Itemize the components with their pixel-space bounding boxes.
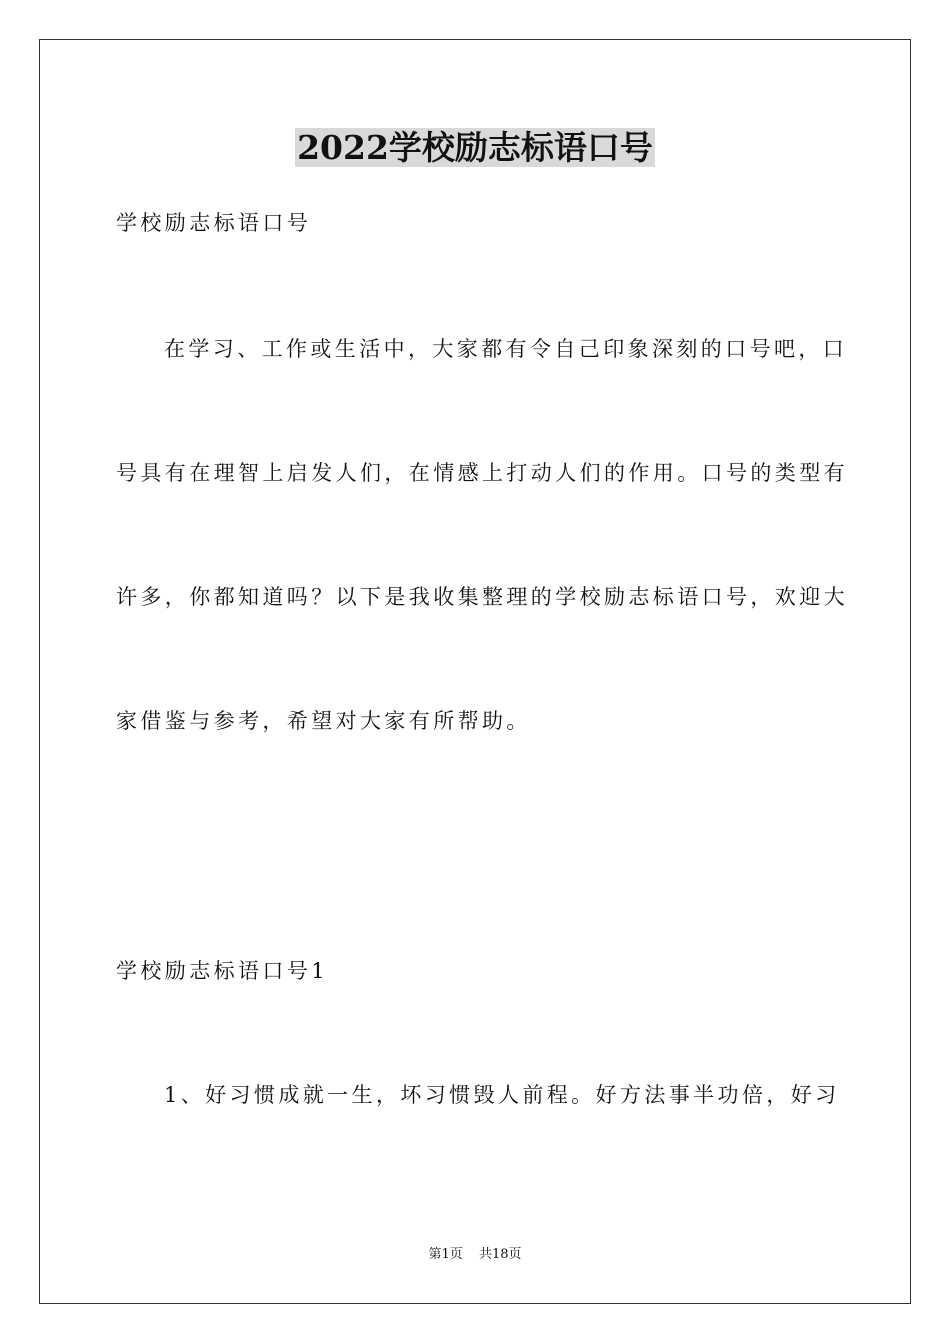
document-subtitle: 学校励志标语口号 [116, 211, 312, 235]
intro-line-2: 号具有在理智上启发人们，在情感上打动人们的作用。口号的类型有 [116, 461, 848, 485]
intro-line-1: 在学习、工作或生活中，大家都有令自己印象深刻的口号吧，口 [164, 337, 848, 361]
page-number: 第1页 [428, 1247, 463, 1262]
intro-line-3: 许多，你都知道吗？以下是我收集整理的学校励志标语口号，欢迎大 [116, 585, 848, 609]
document-title [0, 126, 950, 170]
intro-line-4: 家借鉴与参考，希望对大家有所帮助。 [116, 709, 531, 733]
section-heading: 学校励志标语口号1 [116, 959, 328, 983]
document-title-text: 2022学校励志标语口号 [297, 128, 653, 167]
page-footer [0, 1246, 950, 1264]
section-line-1: 1、好习惯成就一生，坏习惯毁人前程。好方法事半功倍，好习 [164, 1083, 840, 1107]
page-total: 共18页 [478, 1247, 522, 1262]
